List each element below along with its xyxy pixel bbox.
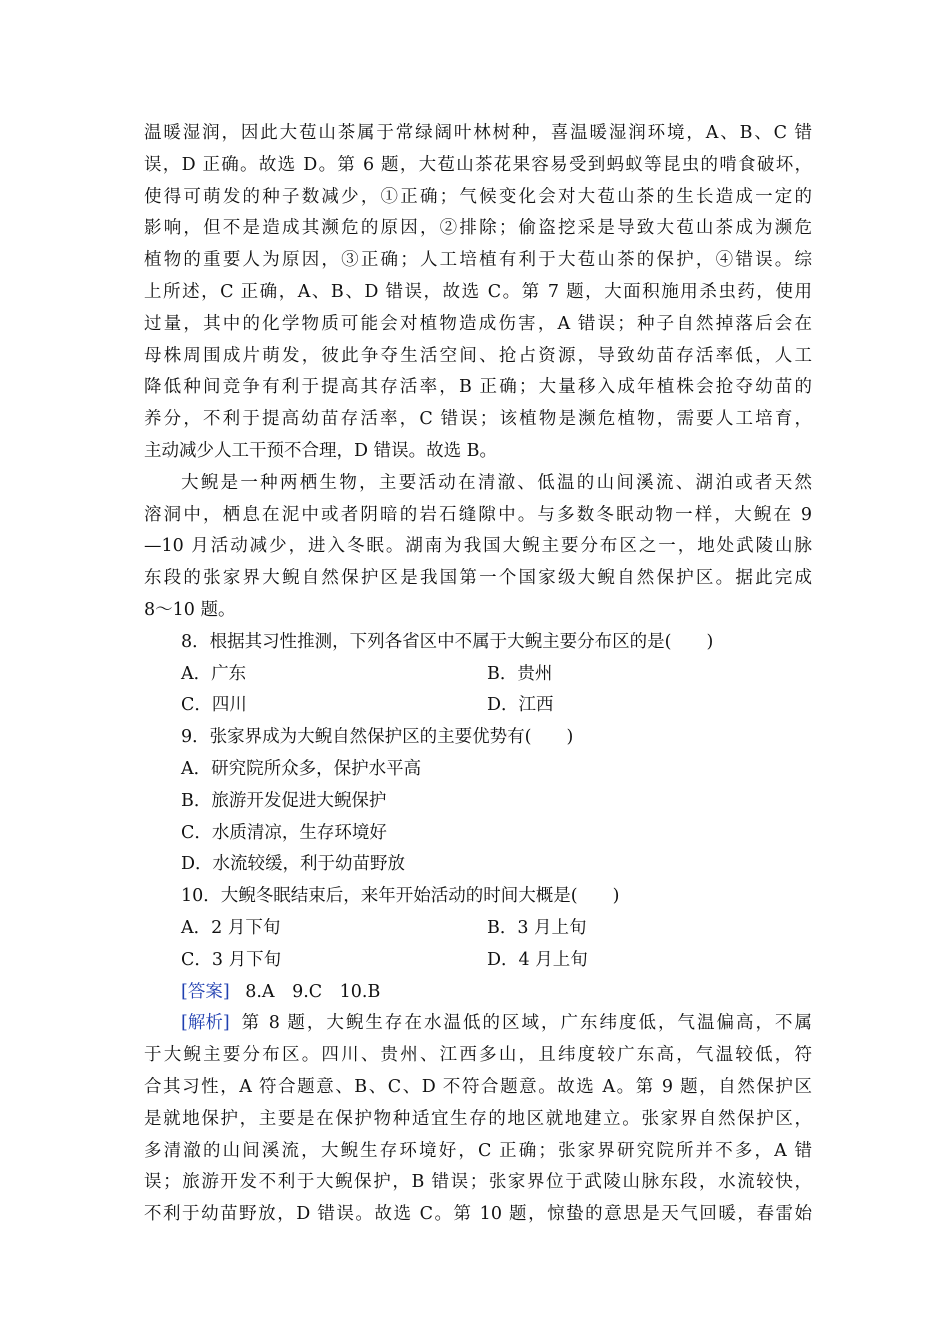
question-stem: 8．根据其习性推测，下列各省区中不属于大鲵主要分布区的是( ) xyxy=(181,631,714,652)
option-d: D．水流较缓，利于幼苗野放 xyxy=(181,854,406,875)
material-paragraph xyxy=(144,468,812,627)
analysis-section xyxy=(144,1008,812,1231)
option-b: B．3 月上旬 xyxy=(487,917,587,938)
text-line: 母株周围成片萌发，彼此争夺生活空间、抢占资源，导致幼苗存活率低，人工 xyxy=(144,345,812,366)
text-line: 8～10 题。 xyxy=(144,599,236,620)
text-line: 温暖湿润，因此大苞山茶属于常绿阔叶林树种，喜温暖湿润环境，A、B、C 错 xyxy=(144,123,812,143)
question-10 xyxy=(144,881,812,976)
text-line: 使得可萌发的种子数减少，①正确；气候变化会对大苞山茶的生长造成一定的 xyxy=(144,186,812,207)
answer-tag: [答案] xyxy=(181,981,230,1002)
text-line: 于大鲵主要分布区。四川、贵州、江西多山，且纬度较广东高，气温较低，符 xyxy=(144,1045,812,1066)
analysis-tag: [解析] xyxy=(181,1013,230,1034)
option-row xyxy=(144,913,812,945)
analysis-first-line xyxy=(144,1008,812,1040)
option-row xyxy=(144,659,812,691)
option-a: A．研究院所众多，保护水平高 xyxy=(181,758,422,779)
question-stem: 10．大鲵冬眠结束后，来年开始活动的时间大概是( ) xyxy=(181,886,620,907)
text-line: 误，D 正确。故选 D。第 6 题，大苞山茶花果容易受到蚂蚁等昆虫的啃食破坏， xyxy=(144,154,812,175)
option-row xyxy=(144,945,812,977)
text-line: 降低种间竞争有利于提高其存活率，B 正确；大量移入成年植株会抢夺幼苗的 xyxy=(144,377,812,398)
text-line: 多清澈的山间溪流，大鲵生存环境好，C 正确；张家界研究院所并不多，A 错 xyxy=(144,1140,812,1161)
option-c: C．四川 xyxy=(181,695,247,716)
option-c: C．3 月下旬 xyxy=(181,949,282,970)
text-line: 溶洞中，栖息在泥中或者阴暗的岩石缝隙中。与多数冬眠动物一样，大鲵在 9 xyxy=(144,504,812,525)
option-c: C．水质清凉，生存环境好 xyxy=(181,822,387,843)
answer-line xyxy=(144,977,812,1009)
option-a: A．2 月下旬 xyxy=(181,917,281,938)
text-line: 第 8 题，大鲵生存在水温低的区域，广东纬度低，气温偏高，不属 xyxy=(241,1013,812,1034)
text-line: 是就地保护，主要是在保护物种适宜生存的地区就地建立。张家界自然保护区， xyxy=(144,1108,812,1129)
option-b: B．贵州 xyxy=(487,663,553,684)
text-line: 东段的张家界大鲵自然保护区是我国第一个国家级大鲵自然保护区。据此完成 xyxy=(144,568,812,589)
answer-text: 8.A 9.C 10.B xyxy=(245,981,381,1002)
text-line: 大鲵是一种两栖生物，主要活动在清澈、低温的山间溪流、湖泊或者天然 xyxy=(181,472,812,493)
option-d: D．4 月上旬 xyxy=(487,949,588,970)
text-line: 不利于幼苗野放，D 错误。故选 C。第 10 题，惊蛰的意思是天气回暖，春雷始 xyxy=(144,1204,812,1225)
text-line: 误；旅游开发不利于大鲵保护，B 错误；张家界位于武陵山脉东段，水流较快， xyxy=(144,1172,812,1193)
option-row xyxy=(144,690,812,722)
option-b: B．旅游开发促进大鲵保护 xyxy=(181,790,387,811)
text-line: 上所述，C 正确，A、B、D 错误，故选 C。第 7 题，大面积施用杀虫药，使用 xyxy=(144,281,812,302)
document-page xyxy=(144,118,812,1231)
text-line: 养分，不利于提高幼苗存活率，C 错误；该植物是濒危植物，需要人工培育， xyxy=(144,409,812,430)
text-line: 过量，其中的化学物质可能会对植物造成伤害，A 错误；种子自然掉落后会在 xyxy=(144,313,812,334)
option-d: D．江西 xyxy=(487,695,554,716)
text-line: 植物的重要人为原因，③正确；人工培植有利于大苞山茶的保护，④错误。综 xyxy=(144,250,812,271)
question-8 xyxy=(144,627,812,722)
text-line: 合其习性，A 符合题意、B、C、D 不符合题意。故选 A。第 9 题，自然保护区 xyxy=(144,1076,812,1097)
text-line: 主动减少人工干预不合理，D 错误。故选 B。 xyxy=(144,440,498,461)
text-line: —10 月活动减少，进入冬眠。湖南为我国大鲵主要分布区之一，地处武陵山脉 xyxy=(144,536,812,557)
question-stem: 9．张家界成为大鲵自然保护区的主要优势有( ) xyxy=(181,727,574,748)
option-a: A．广东 xyxy=(181,663,247,684)
analysis-paragraph-continued xyxy=(144,118,812,468)
text-line: 影响，但不是造成其濒危的原因，②排除；偷盗挖采是导致大苞山茶成为濒危 xyxy=(144,218,812,239)
question-9 xyxy=(144,722,812,881)
